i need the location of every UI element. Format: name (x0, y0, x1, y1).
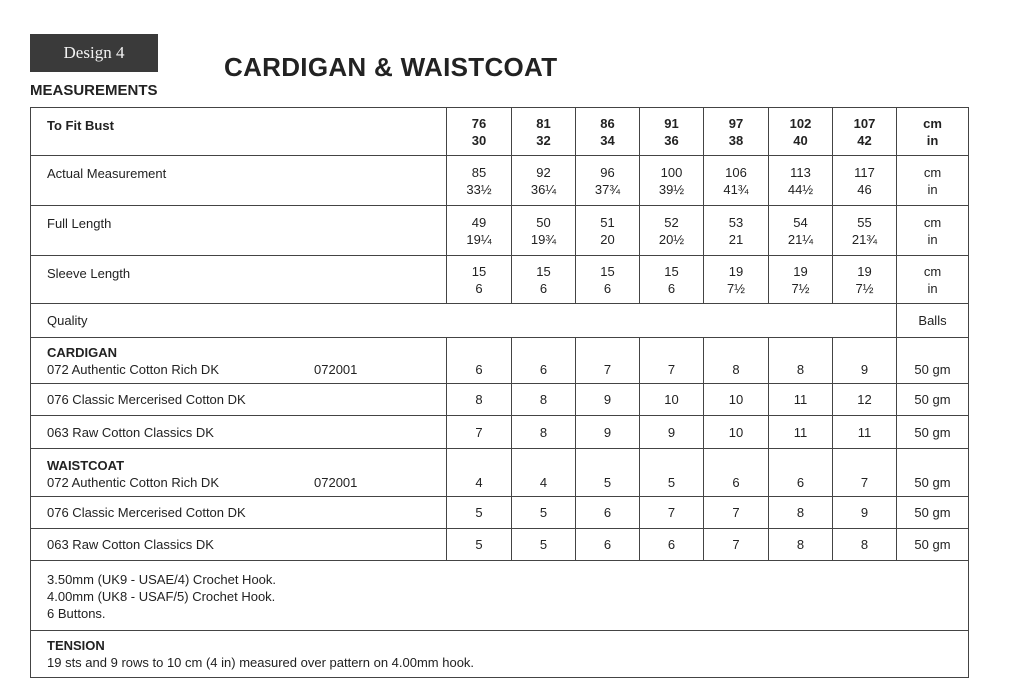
unit-cell: 50 gm (897, 338, 969, 384)
yarn-code: 072001 (314, 475, 358, 490)
balls-cell: 7 (833, 449, 897, 497)
value-cell: 50 19¾ (512, 206, 576, 256)
yarn-name: 063 Raw Cotton Classics DK (31, 529, 447, 561)
balls-cell: 6 (704, 449, 769, 497)
unit-cell: cm in (897, 156, 969, 206)
unit-cell: cm in (897, 206, 969, 256)
row-label: Actual Measurement (31, 156, 447, 206)
balls-cell: 8 (512, 416, 576, 449)
balls-cell: 8 (512, 384, 576, 416)
unit-cell: 50 gm (897, 416, 969, 449)
row-tension (31, 631, 969, 678)
balls-cell: 9 (640, 416, 704, 449)
balls-cell: 11 (769, 384, 833, 416)
value-cell: 92 36¼ (512, 156, 576, 206)
balls-cell: 7 (704, 529, 769, 561)
value-cell: 15 6 (512, 256, 576, 304)
row-cardigan-yarn-2 (31, 384, 969, 416)
quality-label: Quality (31, 304, 897, 338)
size-cell: 107 42 (833, 108, 897, 156)
unit-cell: 50 gm (897, 384, 969, 416)
tension-heading: TENSION (47, 638, 105, 653)
balls-cell: 5 (512, 529, 576, 561)
balls-cell: 8 (447, 384, 512, 416)
row-actual-measurement (31, 156, 969, 206)
row-label: To Fit Bust (31, 108, 447, 156)
design-badge: Design 4 (30, 34, 158, 72)
value-cell: 49 19¼ (447, 206, 512, 256)
balls-cell: 10 (704, 384, 769, 416)
note-hook-400: 4.00mm (UK8 - USAF/5) Crochet Hook. (47, 589, 276, 604)
balls-cell: 8 (769, 529, 833, 561)
yarn-name: 076 Classic Mercerised Cotton DK (31, 384, 447, 416)
balls-cell: 6 (640, 529, 704, 561)
value-cell: 117 46 (833, 156, 897, 206)
balls-cell: 10 (640, 384, 704, 416)
balls-cell: 6 (512, 338, 576, 384)
page-title: CARDIGAN & WAISTCOAT (224, 52, 558, 82)
balls-cell: 8 (769, 338, 833, 384)
row-notes (31, 561, 969, 631)
value-cell: 54 21¼ (769, 206, 833, 256)
balls-cell: 9 (833, 338, 897, 384)
size-cell: 81 32 (512, 108, 576, 156)
yarn-name: 072 Authentic Cotton Rich DK (47, 362, 219, 377)
value-cell: 100 39½ (640, 156, 704, 206)
value-cell: 53 21 (704, 206, 769, 256)
value-cell: 51 20 (576, 206, 640, 256)
value-cell: 52 20½ (640, 206, 704, 256)
row-full-length (31, 206, 969, 256)
note-hook-350: 3.50mm (UK9 - USAE/4) Crochet Hook. (47, 572, 277, 587)
note-buttons: 6 Buttons. (47, 606, 106, 621)
balls-cell: 9 (833, 497, 897, 529)
size-cell: 91 36 (640, 108, 704, 156)
balls-cell: 5 (447, 497, 512, 529)
balls-cell: 8 (833, 529, 897, 561)
balls-cell: 5 (576, 449, 640, 497)
row-sleeve-length (31, 256, 969, 304)
row-quality (31, 304, 969, 338)
yarn-name: 063 Raw Cotton Classics DK (31, 416, 447, 449)
balls-cell: 7 (447, 416, 512, 449)
yarn-label-cell (31, 449, 447, 497)
balls-cell: 5 (640, 449, 704, 497)
tension-text: 19 sts and 9 rows to 10 cm (4 in) measured over pattern on 4.00mm hook. (47, 655, 475, 670)
notes-cell (31, 561, 969, 631)
cardigan-heading: CARDIGAN (47, 345, 118, 360)
row-waistcoat-yarn-3 (31, 529, 969, 561)
unit-cell: 50 gm (897, 529, 969, 561)
value-cell: 113 44½ (769, 156, 833, 206)
yarn-label-cell (31, 338, 447, 384)
balls-cell: 6 (576, 497, 640, 529)
value-cell: 106 41¾ (704, 156, 769, 206)
balls-cell: 4 (512, 449, 576, 497)
value-cell: 19 7½ (769, 256, 833, 304)
value-cell: 15 6 (640, 256, 704, 304)
unit-cell: 50 gm (897, 449, 969, 497)
balls-cell: 7 (640, 338, 704, 384)
balls-cell: 4 (447, 449, 512, 497)
balls-cell: 5 (447, 529, 512, 561)
waistcoat-heading: WAISTCOAT (47, 458, 125, 473)
size-cell: 97 38 (704, 108, 769, 156)
row-waistcoat-yarn-2 (31, 497, 969, 529)
section-heading: MEASUREMENTS (30, 82, 158, 99)
value-cell: 96 37¾ (576, 156, 640, 206)
value-cell: 15 6 (447, 256, 512, 304)
balls-cell: 7 (576, 338, 640, 384)
balls-cell: 6 (576, 529, 640, 561)
row-waistcoat-yarn-1 (31, 449, 969, 497)
row-cardigan-yarn-3 (31, 416, 969, 449)
row-cardigan-yarn-1 (31, 338, 969, 384)
yarn-name: 072 Authentic Cotton Rich DK (47, 475, 219, 490)
balls-cell: 12 (833, 384, 897, 416)
balls-cell: 9 (576, 416, 640, 449)
balls-cell: 6 (447, 338, 512, 384)
yarn-code: 072001 (314, 362, 358, 377)
balls-cell: 5 (512, 497, 576, 529)
balls-cell: 11 (769, 416, 833, 449)
balls-cell: 7 (640, 497, 704, 529)
balls-cell: 10 (704, 416, 769, 449)
balls-cell: 8 (704, 338, 769, 384)
value-cell: 85 33½ (447, 156, 512, 206)
size-cell: 76 30 (447, 108, 512, 156)
row-label: Sleeve Length (31, 256, 447, 304)
row-to-fit-bust (31, 108, 969, 156)
balls-cell: 11 (833, 416, 897, 449)
size-cell: 86 34 (576, 108, 640, 156)
measurements-table (30, 107, 969, 678)
value-cell: 55 21¾ (833, 206, 897, 256)
value-cell: 19 7½ (704, 256, 769, 304)
balls-cell: 9 (576, 384, 640, 416)
yarn-name: 076 Classic Mercerised Cotton DK (31, 497, 447, 529)
value-cell: 19 7½ (833, 256, 897, 304)
unit-cell: cm in (897, 256, 969, 304)
row-label: Full Length (31, 206, 447, 256)
balls-unit: Balls (897, 304, 969, 338)
balls-cell: 8 (769, 497, 833, 529)
unit-cell: 50 gm (897, 497, 969, 529)
tension-cell (31, 631, 969, 678)
balls-cell: 6 (769, 449, 833, 497)
value-cell: 15 6 (576, 256, 640, 304)
measurements-table-container (30, 107, 968, 678)
balls-cell: 7 (704, 497, 769, 529)
size-cell: 102 40 (769, 108, 833, 156)
unit-cell: cm in (897, 108, 969, 156)
